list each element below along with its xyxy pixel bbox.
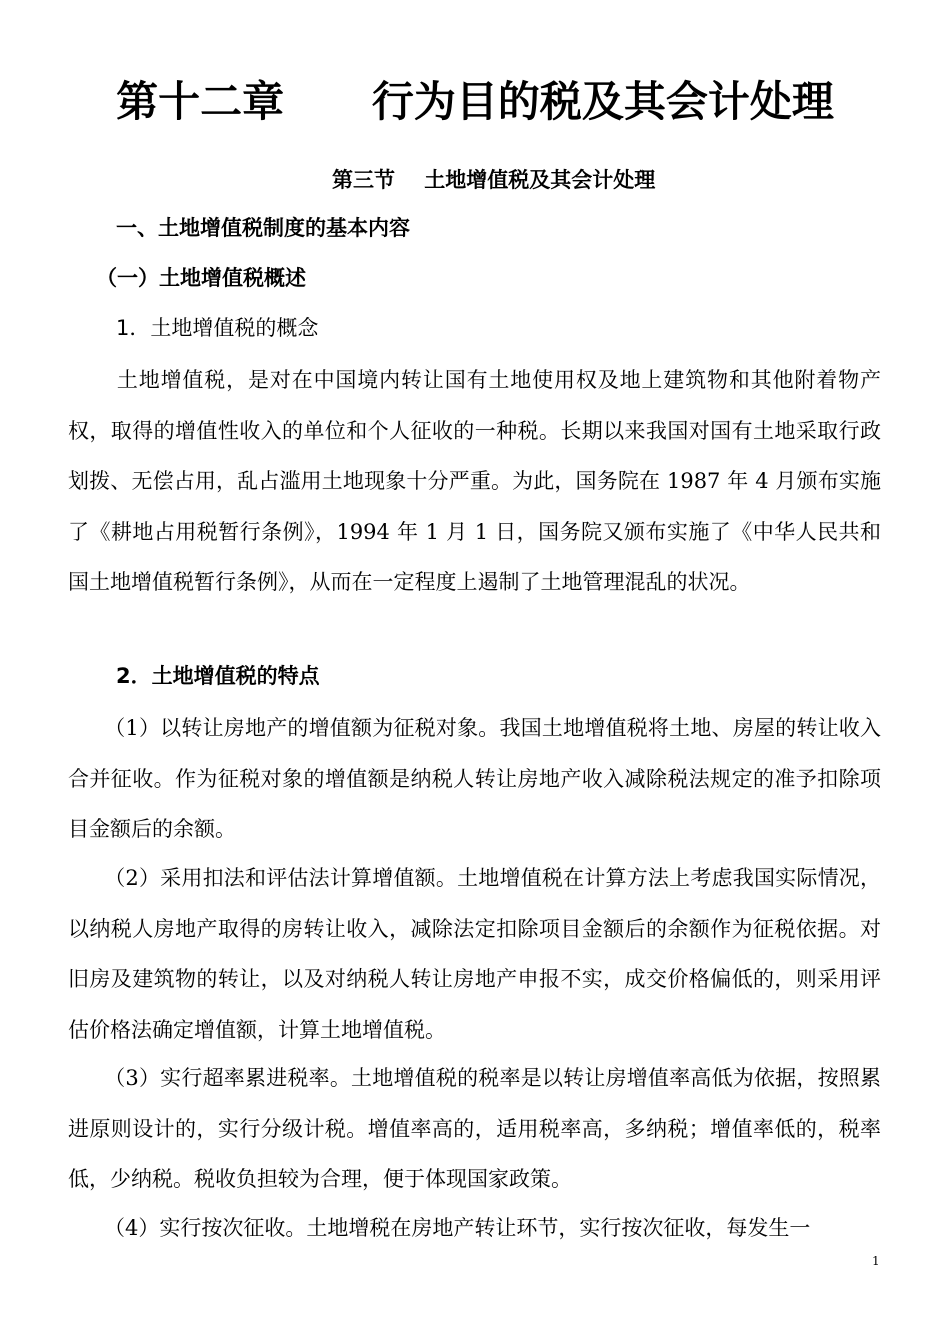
heading-basic-content: 一、土地增值税制度的基本内容: [116, 216, 410, 240]
paragraph-feature-3: [68, 1053, 881, 1205]
paragraph-feature-2-text: （2）采用扣法和评估法计算增值额。土地增值税在计算方法上考虑我国实际情况，以纳税人房地产取得的房转让收入，减除法定扣除项目金额后的余额作为征税依据。对旧房及建筑物的转让，以及对纳税人转让房地产申报不实，成交价格偏低的，则采用评估价格法确定增值额，计算土地增值税。: [68, 866, 881, 1042]
heading-concept: 1．土地增值税的概念: [116, 316, 319, 340]
paragraph-concept: [68, 355, 881, 608]
page-number: 1: [872, 1254, 880, 1268]
heading-features: 2．土地增值税的特点: [116, 664, 320, 688]
paragraph-feature-4-text: （4）实行按次征收。土地增税在房地产转让环节，实行按次征收，每发生一: [104, 1216, 811, 1240]
paragraph-feature-1-text: （1）以转让房地产的增值额为征税对象。我国土地增值税将土地、房屋的转让收入合并征收。作为征税对象的增值额是纳税人转让房地产收入减除税法规定的准予扣除项目金额后的余额。: [68, 716, 881, 841]
paragraph-concept-text: 土地增值税，是对在中国境内转让国有土地使用权及地上建筑物和其他附着物产权，取得的增值性收入的单位和个人征收的一种税。长期以来我国对国有土地采取行政划拨、无偿占用，乱占滥用土地现象十分严重。为此，国务院在 1987 年 4 月颁布实施了《耕地占用税暂行条例》，1994 年 1 月 1 日，国务院又颁布实施了《中华人民共和国土地增值税暂行条例》，从而在一定程度上遏制了土地管理混乱的状况。: [68, 368, 881, 594]
section-title: 第三节 土地增值税及其会计处理: [332, 168, 656, 192]
paragraph-feature-2: [68, 853, 881, 1055]
paragraph-feature-4: [68, 1203, 881, 1254]
paragraph-feature-3-text: （3）实行超率累进税率。土地增值税的税率是以转让房增值率高低为依据，按照累进原则设计的，实行分级计税。增值率高的，适用税率高，多纳税；增值率低的，税率低，少纳税。税收负担较为合理，便于体现国家政策。: [68, 1066, 881, 1191]
chapter-title: 第十二章 行为目的税及其会计处理: [116, 77, 834, 126]
heading-overview: （一）土地增值税概述: [96, 266, 306, 290]
paragraph-feature-1: [68, 703, 881, 855]
